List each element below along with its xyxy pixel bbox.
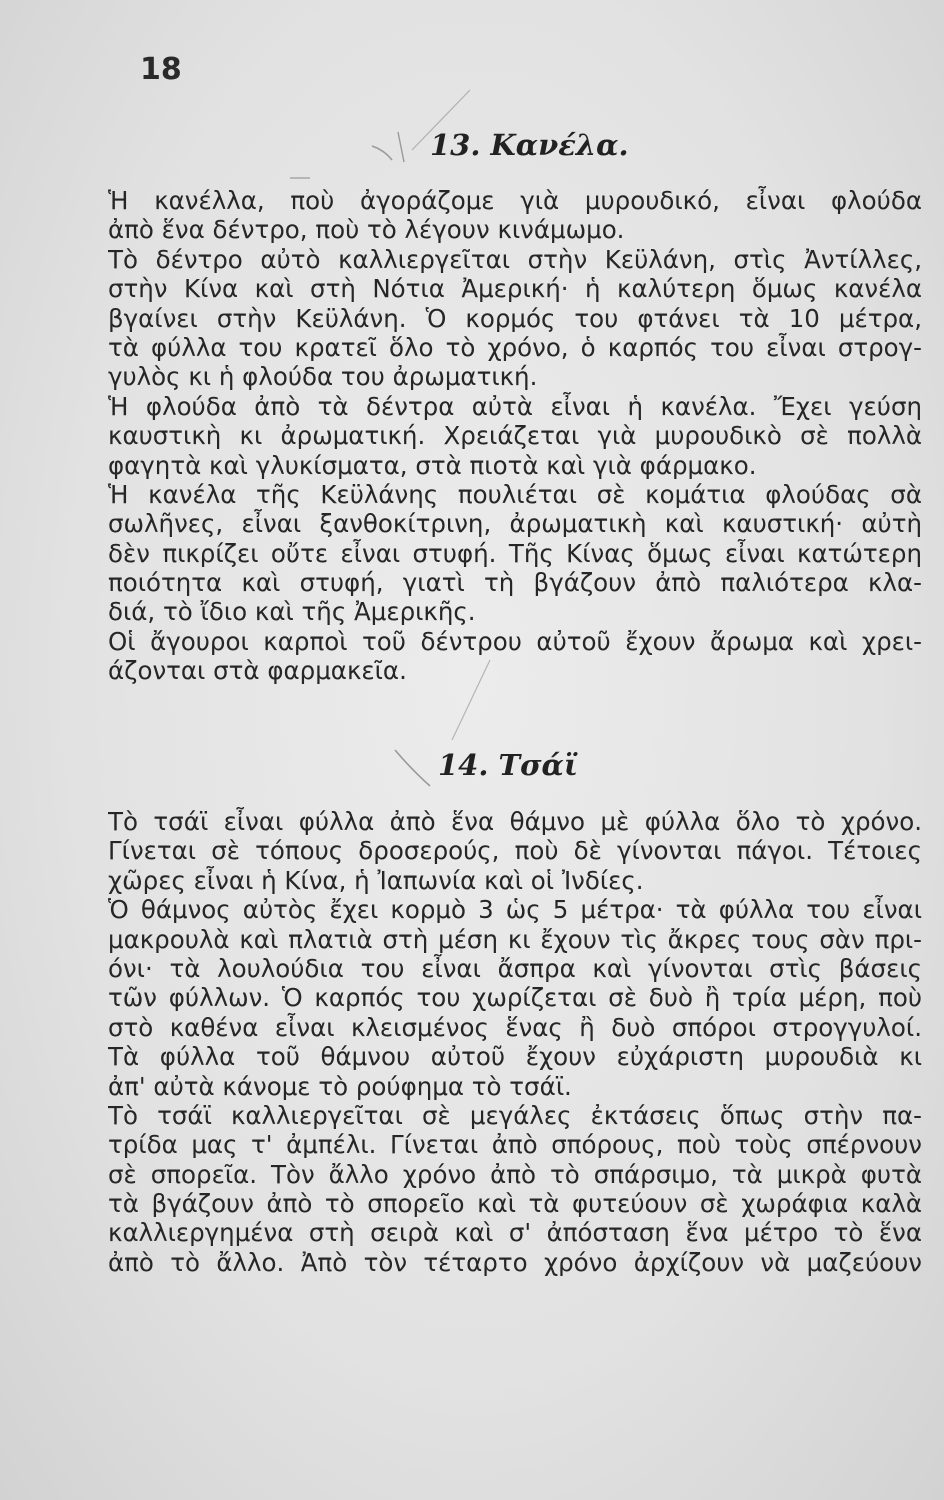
text-line: διά, τὸ ἴδιο καὶ τῆς Ἀμερικῆς. xyxy=(108,597,476,627)
text-line: τὰ φύλλα του κρατεῖ ὅλο τὸ χρόνο, ὁ καρπός του εἶναι στρογ- xyxy=(108,332,922,362)
text-line: ἀπὸ τὸ ἄλλο. Ἀπὸ τὸν τέταρτο χρόνο ἀρχίζουν νὰ μαζεύουν xyxy=(108,1247,922,1277)
text-line: Οἱ ἄγουροι καρποὶ τοῦ δέντρου αὐτοῦ ἔχουν ἄρωμα καὶ χρει- xyxy=(108,626,922,656)
text-line: χῶρες εἶναι ἡ Κίνα, ἡ Ἰαπωνία καὶ οἱ Ἰνδίες. xyxy=(108,865,644,895)
text-line: άζονται στὰ φαρμακεῖα. xyxy=(108,656,407,686)
text-line: Ἡ φλούδα ἀπὸ τὰ δέντρα αὐτὰ εἶναι ἡ κανέλα. Ἔχει γεύση xyxy=(108,391,922,421)
text-line: τρίδα μας τ' ἀμπέλι. Γίνεται ἀπὸ σπόρους, ποὺ τοὺς σπέρνουν xyxy=(108,1130,922,1160)
text-line: σωλῆνες, εἶναι ξανθοκίτρινη, ἀρωματικὴ καὶ καυστική· αὐτὴ xyxy=(108,509,922,539)
text-line: καυστικὴ κι ἀρωματική. Χρειάζεται γιὰ μυρουδικὸ σὲ πολλὰ xyxy=(108,421,922,451)
text-line: στὴν Κίνα καὶ στὴ Νότια Ἀμερική· ἡ καλύτερη ὅμως κανέλα xyxy=(108,274,922,304)
text-line: Ἡ κανέλα τῆς Κεϋλάνης πουλιέται σὲ κομάτια φλούδας σὰ xyxy=(108,479,922,509)
text-line: γυλὸς κι ἡ φλούδα του ἀρωματική. xyxy=(108,362,538,392)
text-line: καλλιεργημένα στὴ σειρὰ καὶ σ' ἀπόσταση ἕνα μέτρο τὸ ἕνα xyxy=(108,1218,922,1248)
section-heading-cinnamon: 13. Κανέλα. xyxy=(430,128,629,162)
text-line: Ὁ θάμνος αὐτὸς ἔχει κορμὸ 3 ὡς 5 μέτρα· τὰ φύλλα του εἶναι xyxy=(108,895,922,925)
section-body-tea xyxy=(108,807,922,1277)
text-line: Ἡ κανέλλα, ποὺ ἀγοράζομε γιὰ μυρουδικό, εἶναι φλούδα xyxy=(108,186,922,215)
text-line: Τὸ τσάϊ καλλιεργεῖται σὲ μεγάλες ἐκτάσεις ὅπως στὴν πα- xyxy=(108,1100,922,1130)
text-line: βγαίνει στὴν Κεϋλάνη. Ὁ κορμός του φτάνει τὰ 10 μέτρα, xyxy=(108,303,922,333)
page-number: 18 xyxy=(140,52,182,87)
text-line: μακρουλὰ καὶ πλατιὰ στὴ μέση κι ἔχουν τὶς ἄκρες τους σὰν πρι- xyxy=(108,924,922,954)
text-line: ἀπ' αὐτὰ κάνομε τὸ ρούφημα τὸ τσάϊ. xyxy=(108,1071,572,1101)
text-line: δὲν πικρίζει οὔτε εἶναι στυφή. Τῆς Κίνας ὅμως εἶναι κατώτερη xyxy=(108,538,922,568)
text-line: ἀπὸ ἕνα δέντρο, ποὺ τὸ λέγουν κινάμωμο. xyxy=(108,215,625,245)
section-heading-tea: 14. Τσάϊ xyxy=(438,748,578,782)
section-body-cinnamon xyxy=(108,186,922,686)
text-line: στὸ καθένα εἶναι κλεισμένος ἕνας ἢ δυὸ σπόροι στρογγυλοί. xyxy=(108,1012,922,1042)
text-line: ποιότητα καὶ στυφή, γιατὶ τὴ βγάζουν ἀπὸ παλιότερα κλα- xyxy=(108,568,922,598)
text-line: Τὸ τσάϊ εἶναι φύλλα ἀπὸ ἕνα θάμνο μὲ φύλλα ὅλο τὸ χρόνο. xyxy=(108,807,922,836)
text-line: τὰ βγάζουν ἀπὸ τὸ σπορεῖο καὶ τὰ φυτεύουν σὲ χωράφια καλὰ xyxy=(108,1189,922,1219)
text-line: σὲ σπορεῖα. Τὸν ἄλλο χρόνο ἀπὸ τὸ σπάρσιμο, τὰ μικρὰ φυτὰ xyxy=(108,1159,922,1189)
text-line: όνι· τὰ λουλούδια του εἶναι ἄσπρα καὶ γίνονται στὶς βάσεις xyxy=(108,953,922,983)
text-line: τῶν φύλλων. Ὁ καρπός του χωρίζεται σὲ δυὸ ἢ τρία μέρη, ποὺ xyxy=(108,983,922,1013)
text-line: Τὸ δέντρο αὐτὸ καλλιεργεῖται στὴν Κεϋλάνη, στὶς Ἀντίλλες, xyxy=(108,244,922,274)
text-line: φαγητὰ καὶ γλυκίσματα, στὰ πιοτὰ καὶ γιὰ φάρμακο. xyxy=(108,450,757,480)
text-line: Τὰ φύλλα τοῦ θάμνου αὐτοῦ ἔχουν εὐχάριστη μυρουδιὰ κι xyxy=(108,1042,922,1072)
text-line: Γίνεται σὲ τόπους δροσερούς, ποὺ δὲ γίνονται πάγοι. Τέτοιες xyxy=(108,836,922,866)
